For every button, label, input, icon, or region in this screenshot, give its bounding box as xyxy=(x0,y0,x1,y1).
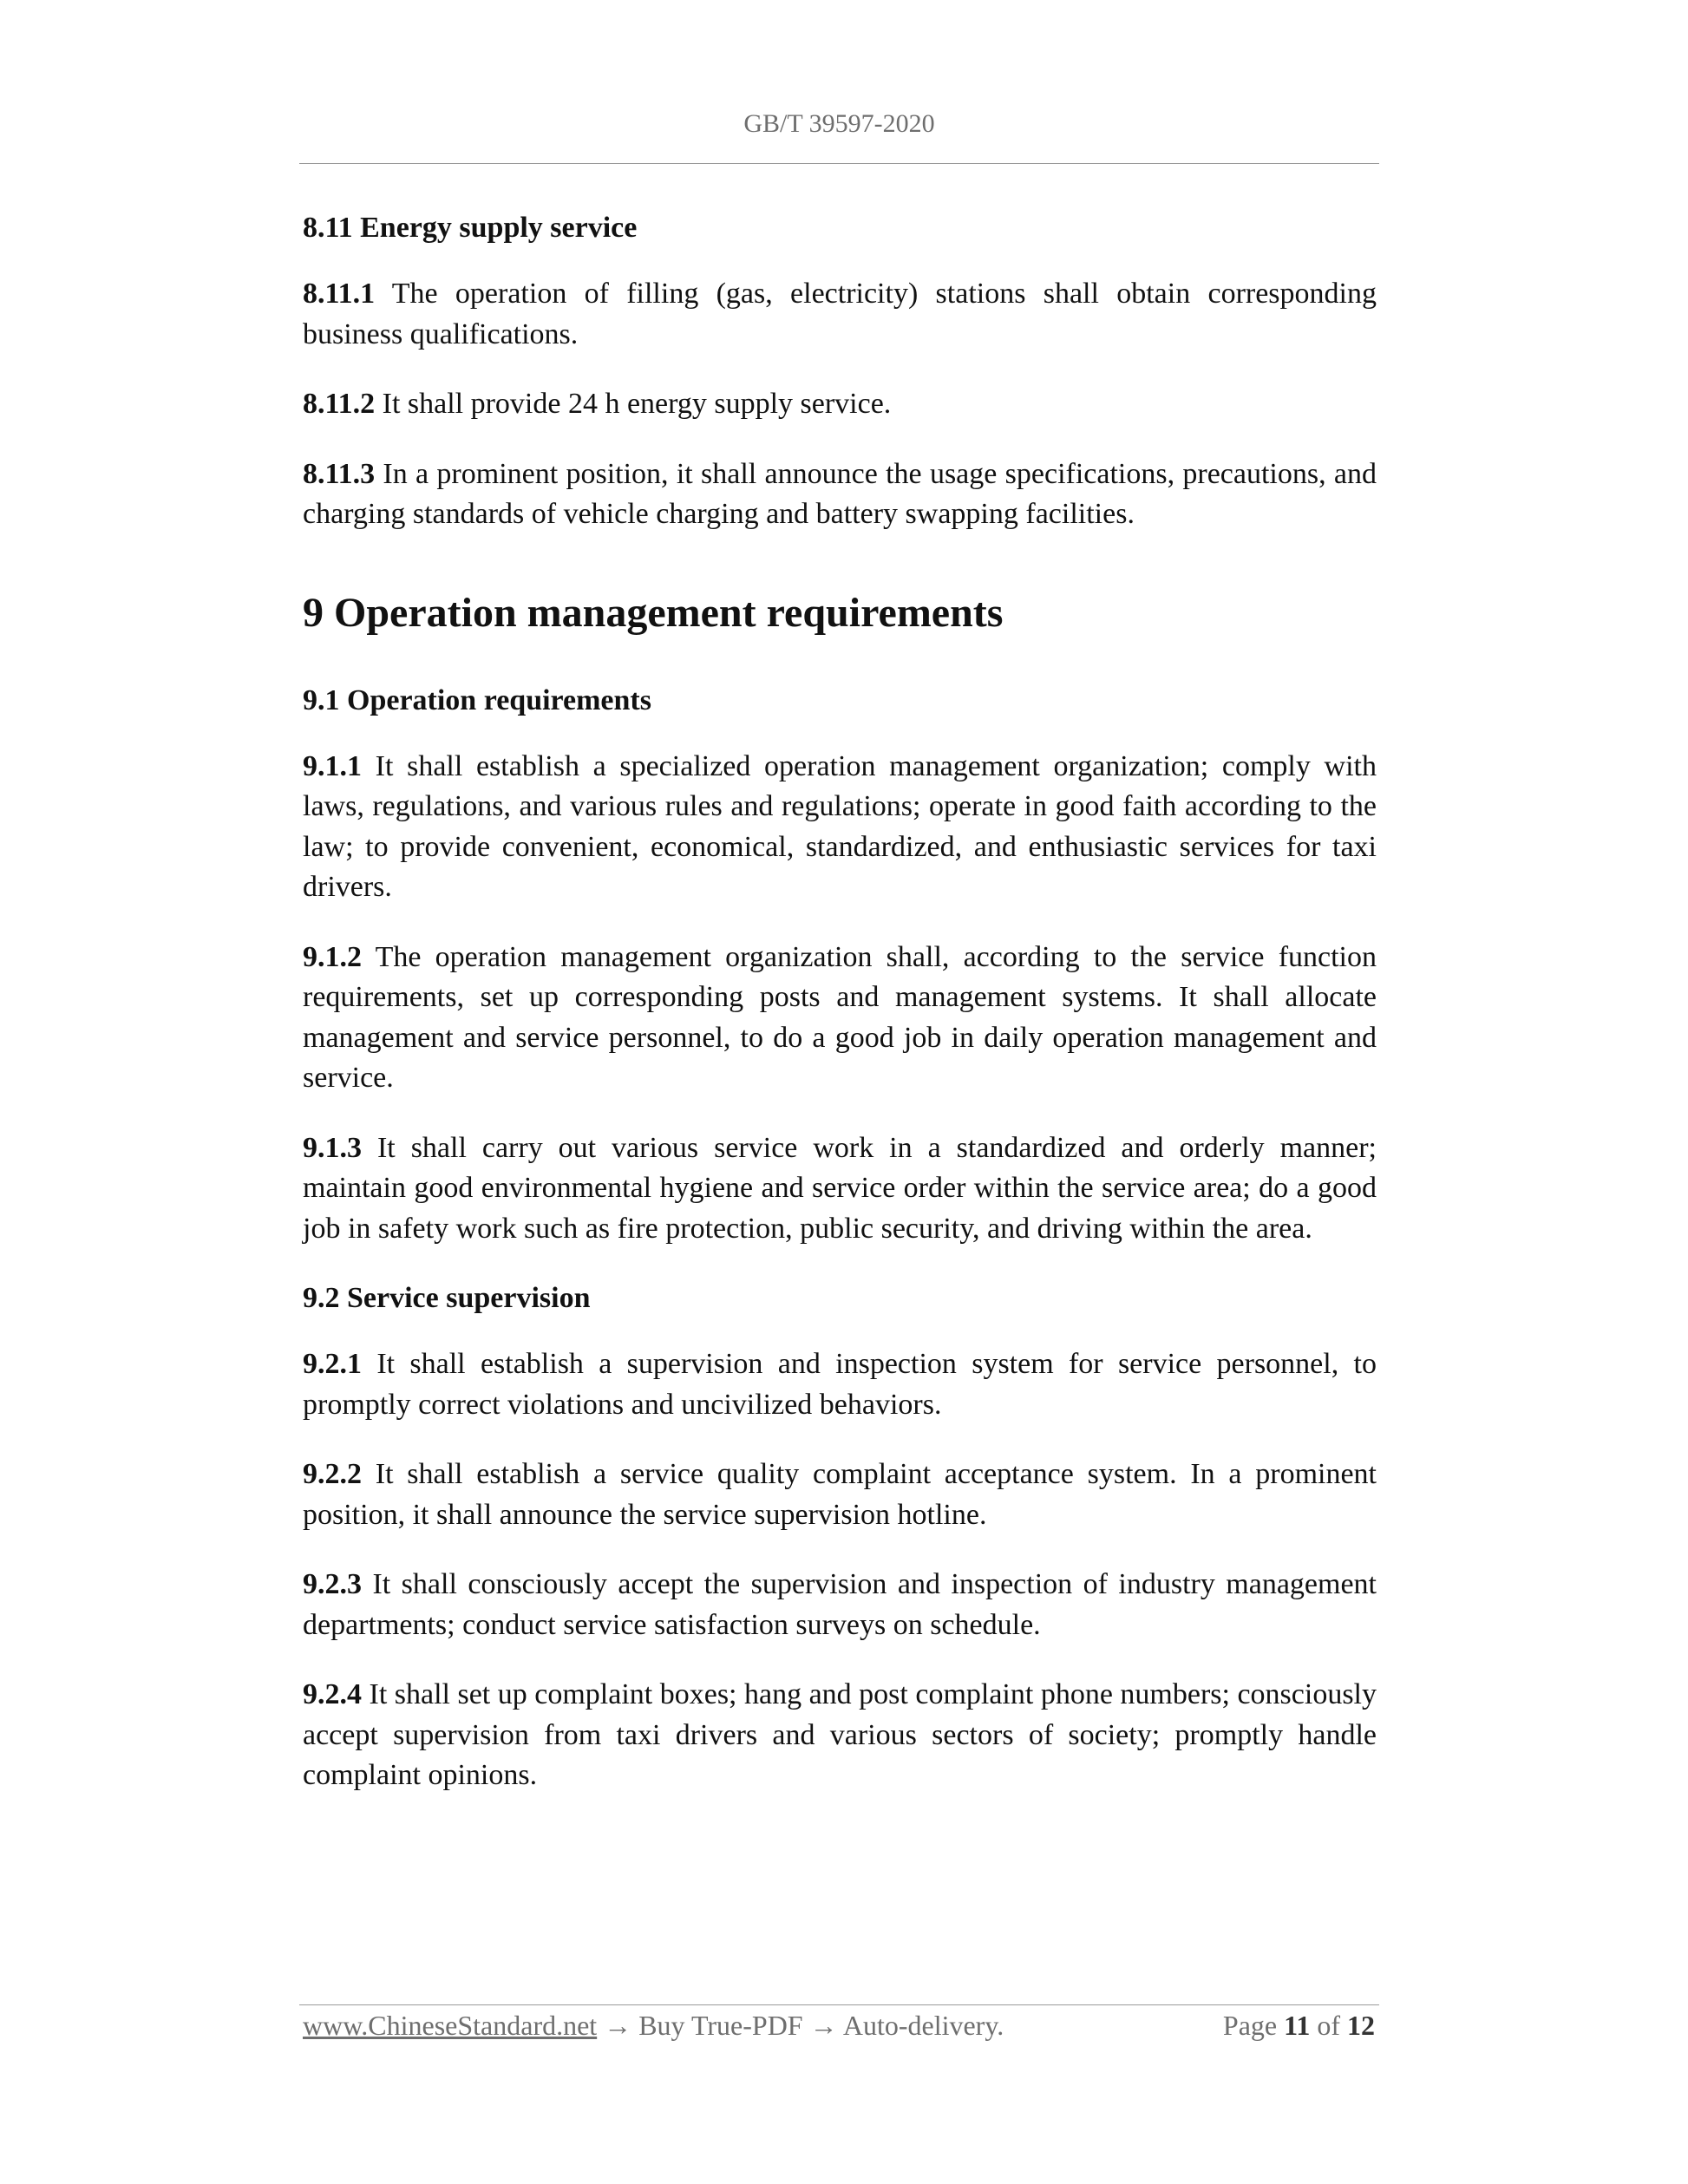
clause-text: It shall provide 24 h energy supply service. xyxy=(375,388,892,420)
clause-number: 9.1.3 xyxy=(303,1131,362,1164)
clause-number: 9.1.2 xyxy=(303,940,362,973)
clause-9-2-4 xyxy=(303,1675,1377,1796)
clause-text: In a prominent position, it shall announce the usage specifications, precautions, and charging standards of vehicle charging and battery swapping facilities. xyxy=(303,457,1377,530)
clause-number: 9.2.1 xyxy=(303,1348,362,1380)
buy-pdf-text: Buy True-PDF xyxy=(638,2010,803,2041)
header-divider xyxy=(299,163,1379,164)
clause-9-2-2 xyxy=(303,1455,1377,1535)
arrow-right-icon: → xyxy=(809,2010,838,2041)
clause-number: 8.11.2 xyxy=(303,388,376,420)
clause-number: 8.11.1 xyxy=(303,278,376,310)
clause-9-1-1 xyxy=(303,747,1377,908)
section-heading-9-2: 9.2 Service supervision xyxy=(303,1282,591,1314)
clause-9-2-3 xyxy=(303,1565,1377,1645)
arrow-right-icon: → xyxy=(604,2010,632,2041)
clause-number: 9.2.2 xyxy=(303,1458,362,1490)
clause-8-11-1 xyxy=(303,274,1377,355)
total-pages: 12 xyxy=(1347,2010,1375,2041)
page-label: Page xyxy=(1222,2010,1278,2041)
clause-text: It shall establish a supervision and inspection system for service personnel, to promptly correct violations and uncivilized behaviors. xyxy=(303,1348,1377,1421)
clause-text: It shall set up complaint boxes; hang and post complaint phone numbers; consciously accept supervision from taxi drivers and various sectors of society; promptly handle complaint opinions. xyxy=(303,1678,1377,1791)
clause-8-11-3 xyxy=(303,454,1377,535)
of-label: of xyxy=(1317,2010,1340,2041)
page-footer xyxy=(303,2005,1377,2045)
document-body xyxy=(303,208,1377,1826)
clause-number: 9.2.4 xyxy=(303,1678,362,1710)
clause-text: It shall establish a specialized operation management organization; comply with laws, regulations, and various rules and regulations; operate in good faith according to the law; to provide convenient, economical, standardized, and enthusiastic services for taxi drivers. xyxy=(303,749,1377,903)
clause-number: 9.1.1 xyxy=(303,749,362,782)
clause-text: It shall establish a service quality complaint acceptance system. In a prominent position, it shall announce the service supervision hotline. xyxy=(303,1458,1377,1531)
clause-number: 9.2.3 xyxy=(303,1568,362,1600)
clause-9-1-3 xyxy=(303,1128,1377,1250)
page-header-title: GB/T 39597-2020 xyxy=(743,109,935,138)
section-heading-9-1: 9.1 Operation requirements xyxy=(303,683,651,716)
clause-number: 8.11.3 xyxy=(303,457,376,490)
footer-promo xyxy=(303,2005,1004,2045)
clause-text: The operation management organization shall, according to the service function requirements, set up corresponding posts and management systems. It shall allocate management and service personnel, to do a good job in daily operation management and service. xyxy=(303,940,1377,1094)
clause-9-2-1 xyxy=(303,1344,1377,1425)
clause-text: It shall consciously accept the supervision and inspection of industry management departments; conduct service satisfaction surveys on schedule. xyxy=(303,1568,1377,1641)
chapter-heading-9: 9 Operation management requirements xyxy=(303,589,1004,636)
clause-8-11-2 xyxy=(303,384,1377,425)
clause-text: It shall carry out various service work in a standardized and orderly manner; maintain good environmental hygiene and service order within the service area; do a good job in safety work such as fire protection, public security, and driving within the area. xyxy=(303,1131,1377,1245)
auto-delivery-text: Auto-delivery. xyxy=(842,2010,1004,2041)
clause-text: The operation of filling (gas, electricity) stations shall obtain corresponding business qualifications. xyxy=(303,278,1377,350)
page-number xyxy=(1223,2005,1375,2045)
website-link[interactable]: www.ChineseStandard.net xyxy=(303,2010,598,2041)
current-page: 11 xyxy=(1284,2010,1311,2041)
clause-9-1-2 xyxy=(303,938,1377,1099)
section-heading-8-11: 8.11 Energy supply service xyxy=(303,212,638,244)
